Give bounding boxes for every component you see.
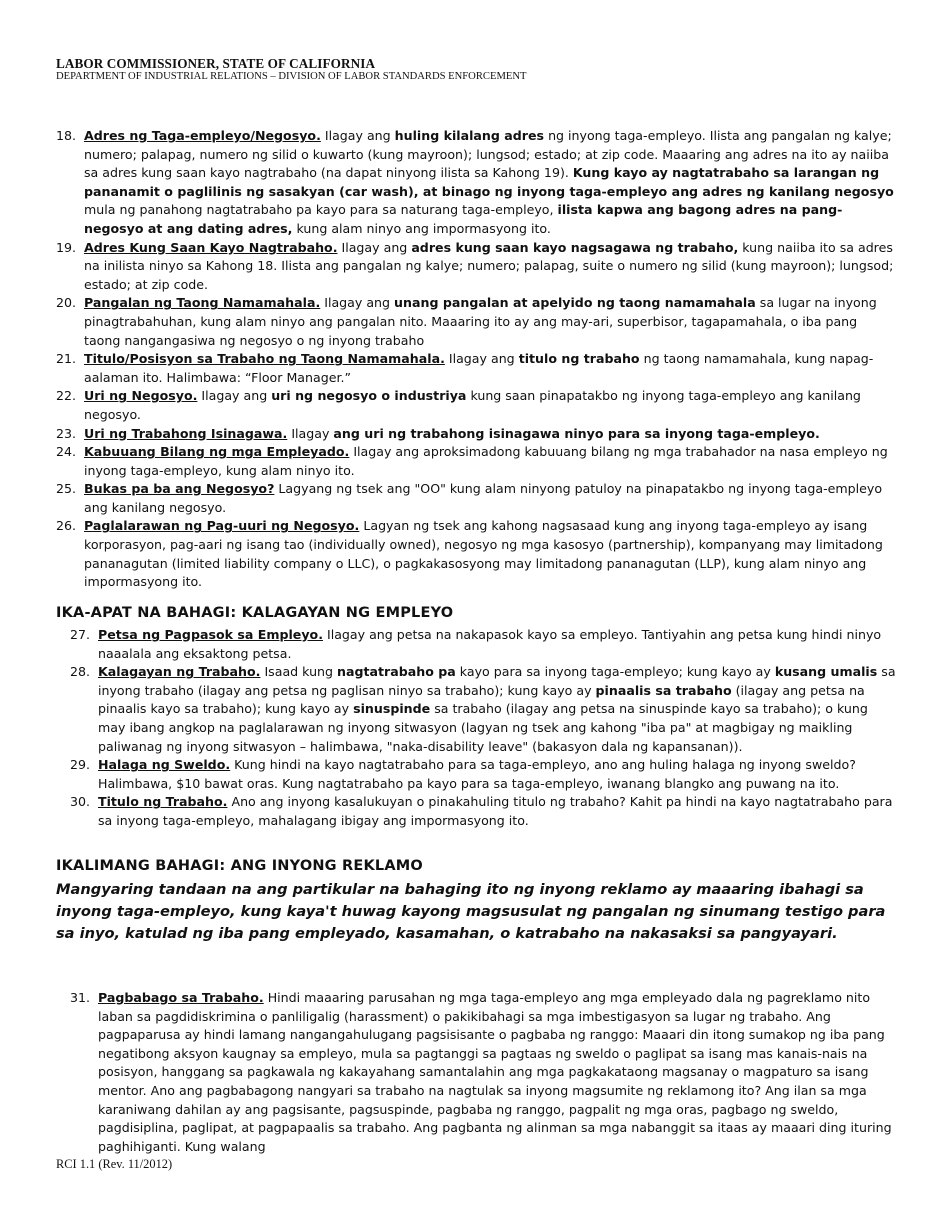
item-term: Titulo ng Trabaho.	[98, 794, 228, 810]
item-term: Petsa ng Pagpasok sa Empleyo.	[98, 627, 323, 642]
item-number: 24.	[56, 444, 77, 460]
item-text: Paglalarawan ng Pag-uuri ng Negosyo. Lagyan ng tsek ang kahong nagsasaad kung ang inyong taga-empleyo ay isang korporasyon, pag-aari ng isang tao (individually owned), negosyo ng mga kasosyo (partnership), kompanyang may limitadong pananagutan (limited liability company o LLC), o pagkakasosyong may limitadong pananagutan (LLP), kung alam ninyo ang impormasyong ito.	[84, 518, 883, 590]
item-term: Paglalarawan ng Pag-uuri ng Negosyo.	[84, 518, 360, 534]
instruction-list-part3	[56, 127, 896, 592]
section-heading-part5: IKALIMANG BAHAGI: ANG INYONG REKLAMO	[56, 858, 423, 874]
item-number: 21.	[56, 351, 77, 367]
item-text: Adres ng Taga-empleyo/Negosyo. Ilagay ang huling kilalang adres ng inyong taga-empleyo. Ilista ang pangalan ng kalye; numero; palapag, numero ng silid o kuwarto (kung mayroon); lungsod; estado; at zip code. Maaaring ang adres na ito ay naiiba sa adres kung saan kayo nagtrabaho (na dapat ninyong ilista sa Kahong 19). Kung kayo ay nagtatrabaho sa larangan ng pananamit o paglilinis ng sasakyan (car wash), at binago ng inyong taga-empleyo ang adres ng kanilang negosyo mula ng panahong nagtatrabaho pa kayo para sa naturang taga-empleyo, ilista kapwa ang bagong adres na pang-negosyo at ang dating adres, kung alam ninyo ang impormasyong ito.	[84, 128, 894, 236]
list-item-24	[56, 443, 896, 480]
item-term: Uri ng Trabahong Isinagawa.	[84, 425, 288, 441]
list-item-22	[56, 387, 896, 424]
list-item-20	[56, 294, 896, 350]
item-term: Pangalan ng Taong Namamahala.	[84, 295, 321, 311]
item-term: Adres ng Taga-empleyo/Negosyo.	[84, 128, 321, 143]
item-term: Titulo/Posisyon sa Trabaho ng Taong Namamahala.	[84, 351, 445, 367]
list-item-29	[56, 756, 896, 793]
item-term: Pagbabago sa Trabaho.	[98, 990, 264, 1005]
item-term: Kabuuang Bilang ng mga Empleyado.	[84, 444, 350, 460]
item-term: Uri ng Negosyo.	[84, 388, 198, 404]
item-text: Titulo/Posisyon sa Trabaho ng Taong Namamahala. Ilagay ang titulo ng trabaho ng taong namamahala, kung napag-aalaman ito. Halimbawa: “Floor Manager.”	[84, 351, 874, 385]
item-text: Halaga ng Sweldo. Kung hindi na kayo nagtatrabaho para sa taga-empleyo, ano ang huling halaga ng inyong sweldo? Halimbawa, $10 bawat oras. Kung nagtatrabaho pa kayo para sa taga-empleyo, iwanang blangko ang puwang na ito.	[98, 757, 856, 791]
list-item-25	[56, 480, 896, 517]
item-text: Kabuuang Bilang ng mga Empleyado. Ilagay ang aproksimadong kabuuang bilang ng mga trabahador na nasa empleyo ng inyong taga-empleyo, kung alam ninyo ito.	[84, 444, 888, 478]
list-item-28	[56, 663, 896, 756]
item-number: 27.	[70, 627, 91, 642]
list-item-27	[56, 626, 896, 663]
item-text: Adres Kung Saan Kayo Nagtrabaho. Ilagay ang adres kung saan kayo nagsagawa ng trabaho, kung naiiba ito sa adres na inilista ninyo sa Kahong 18. Ilista ang pangalan ng kalye; numero; palapag, suite o numero ng silid (kung mayroon); lungsod; estado; at zip code.	[84, 239, 894, 292]
item-text: Titulo ng Trabaho. Ano ang inyong kasalukuyan o pinakahuling titulo ng trabaho? Kahit pa hindi na kayo nagtatrabaho para sa inyong taga-empleyo, mahalagang ibigay ang impormasyong ito.	[98, 794, 893, 828]
item-number: 22.	[56, 388, 77, 404]
item-number: 23.	[56, 425, 77, 441]
item-number: 31.	[70, 990, 91, 1005]
item-term: Bukas pa ba ang Negosyo?	[84, 481, 275, 497]
instruction-list-part5	[56, 989, 896, 1156]
header-subtitle: DEPARTMENT OF INDUSTRIAL RELATIONS – DIVISION OF LABOR STANDARDS ENFORCEMENT	[56, 71, 527, 82]
privacy-warning: Mangyaring tandaan na ang partikular na bahaging ito ng inyong reklamo ay maaaring ibahagi sa inyong taga-empleyo, kung kaya't huwag kayong magsusulat ng pangalan ng sinumang testigo para sa inyo, katulad ng iba pang empleyado, kasamahan, o katrabaho na nakasaksi sa pangyayari.	[56, 881, 886, 943]
item-number: 19.	[56, 239, 77, 255]
item-text: Kalagayan ng Trabaho. Isaad kung nagtatrabaho pa kayo para sa inyong taga-empleyo; kung kayo ay kusang umalis sa inyong trabaho (ilagay ang petsa ng paglisan ninyo sa trabaho); kung kayo ay pinaalis sa trabaho (ilagay ang petsa na pinaalis kayo sa trabaho); kung kayo ay sinuspinde sa trabaho (ilagay ang petsa na sinuspinde kayo sa trabaho); o kung may ibang angkop na paglalarawan ng inyong sitwasyon (lagyan ng tsek ang kahong "iba pa" at magbigay ng maikling paliwanag ng inyong sitwasyon – halimbawa, "naka-disability leave" (bakasyon dala ng kapansanan)).	[98, 664, 896, 754]
item-text: Pangalan ng Taong Namamahala. Ilagay ang unang pangalan at apelyido ng taong namamahala sa lugar na inyong pinagtrabahuhan, kung alam ninyo ang pangalan nito. Maaaring ito ay ang may-ari, superbisor, tagapamahala, o iba pang taong nangangasiwa ng negosyo o ng inyong trabaho	[84, 295, 877, 348]
list-item-21	[56, 350, 896, 387]
item-term: Halaga ng Sweldo.	[98, 757, 231, 773]
item-text: Uri ng Negosyo. Ilagay ang uri ng negosyo o industriya kung saan pinapatakbo ng inyong taga-empleyo ang kanilang negosyo.	[84, 388, 861, 422]
header-title: LABOR COMMISSIONER, STATE OF CALIFORNIA	[56, 56, 376, 71]
item-number: 20.	[56, 295, 77, 311]
item-number: 29.	[70, 757, 91, 773]
item-text: Pagbabago sa Trabaho. Hindi maaaring parusahan ng mga taga-empleyo ang mga empleyado dala ng pagreklamo nito laban sa pagdidiskrimina o panliligalig (harassment) o pakikibahagi sa mga imbestigasyon sa lugar ng trabaho. Ang pagpaparusa ay hindi lamang nangangahulugang pagsisisante o pagbaba ng ranggo: Maaari din itong sumakop ng iba pang negatibong aksyon kaugnay sa empleyo, mula sa pagtanggi sa pagtaas ng sweldo o paglipat sa isang mas kanais-nais na posisyon, hanggang sa pagkawala ng kakayahang samantalahin ang mga pagkakataong magsanay o magpaturo sa isang mentor. Ano ang pagbabagong nangyari sa trabaho na nagtulak sa inyong magsumite ng reklamong ito? Ang ilan sa mga karaniwang dahilan ay ang pagsisante, pagsuspinde, pagbaba ng ranggo, pagpalit ng mga oras, pagbago ng sweldo, pagdisiplina, paglipat, at pagpapaalis sa trabaho. Ang pagbanta ng alinman sa mga nabanggit sa itaas ay maaari ding ituring paghihiganti. Kung walang	[98, 990, 892, 1154]
list-item-23	[56, 425, 896, 444]
item-number: 18.	[56, 128, 77, 143]
item-text: Petsa ng Pagpasok sa Empleyo. Ilagay ang petsa na nakapasok kayo sa empleyo. Tantiyahin ang petsa kung hindi ninyo naaalala ang eksaktong petsa.	[98, 627, 882, 661]
list-item-31	[56, 989, 896, 1156]
item-number: 30.	[70, 794, 91, 810]
section-heading-part4: IKA-APAT NA BAHAGI: KALAGAYAN NG EMPLEYO	[56, 605, 454, 621]
form-revision-footer: RCI 1.1 (Rev. 11/2012)	[56, 1157, 173, 1171]
item-term: Adres Kung Saan Kayo Nagtrabaho.	[84, 239, 338, 255]
item-number: 25.	[56, 481, 77, 497]
item-term: Kalagayan ng Trabaho.	[98, 664, 261, 680]
list-item-26	[56, 517, 896, 591]
list-item-19	[56, 239, 896, 295]
item-text: Bukas pa ba ang Negosyo? Lagyang ng tsek ang "OO" kung alam ninyong patuloy na pinapatakbo ng inyong taga-empleyo ang kanilang negosyo.	[84, 481, 883, 515]
item-number: 28.	[70, 664, 91, 680]
list-item-18	[56, 127, 896, 239]
instruction-list-part4	[56, 626, 896, 831]
item-number: 26.	[56, 518, 77, 534]
list-item-30	[56, 793, 896, 830]
item-text: Uri ng Trabahong Isinagawa. Ilagay ang uri ng trabahong isinagawa ninyo para sa inyong taga-empleyo.	[84, 425, 820, 441]
